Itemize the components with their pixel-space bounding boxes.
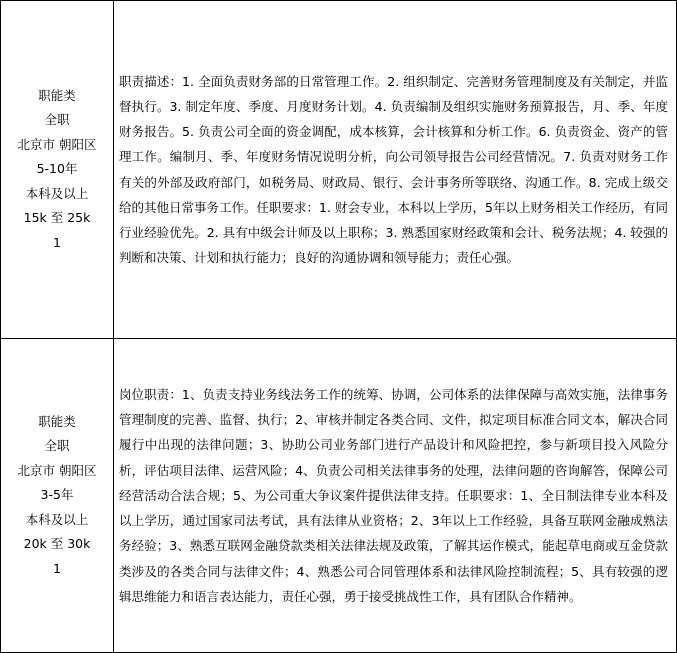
job-location: 北京市 朝阳区 xyxy=(17,462,97,478)
job-headcount: 1 xyxy=(53,234,61,250)
job-experience: 5-10年 xyxy=(36,161,78,177)
job-education: 本科及以上 xyxy=(25,511,89,527)
job-salary: 20k 至 30k xyxy=(23,536,91,552)
job-location: 北京市 朝阳区 xyxy=(17,136,97,152)
job-education: 本科及以上 xyxy=(25,185,89,201)
job-category: 职能类 xyxy=(38,413,76,429)
job-description: 岗位职责：1、负责支持业务线法务工作的统筹、协调，公司体系的法律保障与高效实施，法律事务管理制度的完善、监督、执行；2、审核并制定各类合同、文件，拟定项目标准合同文本，解决合同履行中出现的法律问题；3、协助公司业务部门进行产品设计和风险把控，参与新项目投入风险分析，评估项目法律、运营风险；4、负责公司相关法律事务的处理，法律问题的咨询解答，保障公司经营活动合法合规；5、为公司重大争议案件提供法律支持。任职要求：1、全日制法律专业本科及以上学历，通过国家司法考试，具有法律从业资格；2、3年以上工作经验，具备互联网金融成熟法务经验；3、熟悉互联网金融贷款类相关法律法规及政策，了解其运作模式，能起草电商或互金贷款类涉及的各类合同与法律文件；4、熟悉公司合同管理体系和法律风险控制流程；5、具有较强的逻辑思维能力和语言表达能力，责任心强，勇于接受挑战性工作，具有团队合作精神。 xyxy=(114,339,677,653)
job-experience: 3-5年 xyxy=(40,487,74,503)
job-employment-type: 全职 xyxy=(44,112,70,128)
job-headcount: 1 xyxy=(53,560,61,576)
job-meta-cell xyxy=(1,339,114,653)
job-row xyxy=(1,339,677,653)
job-category: 职能类 xyxy=(38,87,76,103)
job-row xyxy=(1,1,677,339)
job-description: 职责描述：1. 全面负责财务部的日常管理工作。2. 组织制定、完善财务管理制度及有关制定，并监督执行。3. 制定年度、季度、月度财务计划。4. 负责编制及组织实施财务预算报告，月、季、年度财务报告。5. 负责公司全面的资金调配，成本核算，会计核算和分析工作。6. 负责资金、资产的管理工作。编制月、季、年度财务情况说明分析，向公司领导报告公司经营情况。7. 负责对财务工作有关的外部及政府部门，如税务局、财政局、银行、会计事务所等联络、沟通工作。8. 完成上级交给的其他日常事务工作。任职要求：1. 财会专业，本科以上学历，5年以上财务相关工作经历，有同行业经验优先。2. 具有中级会计师及以上职称；3. 熟悉国家财经政策和会计、税务法规；4. 较强的判断和决策、计划和执行能力；良好的沟通协调和领导能力；责任心强。 xyxy=(114,1,677,339)
job-employment-type: 全职 xyxy=(44,438,70,454)
job-meta-cell xyxy=(1,1,114,339)
job-salary: 15k 至 25k xyxy=(23,210,91,226)
